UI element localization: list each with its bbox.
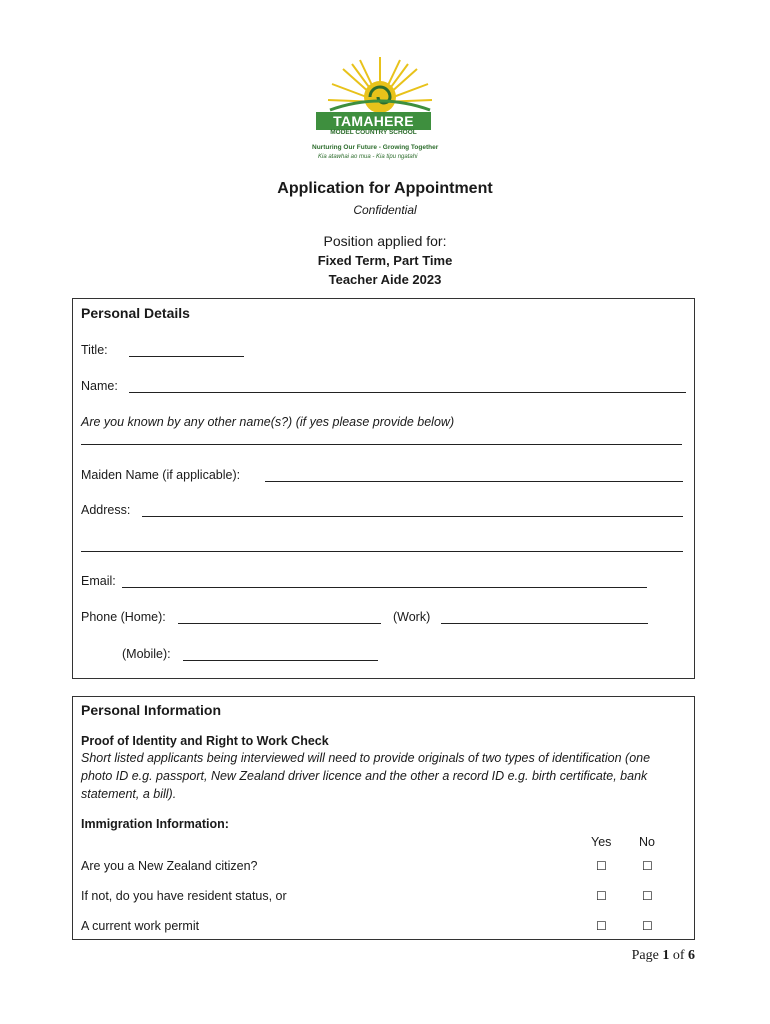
resident-status-question: If not, do you have resident status, or [81,889,287,903]
address-field-line-1[interactable] [142,516,683,517]
page-current: 1 [662,948,670,963]
page-of: of [669,948,688,963]
logo-tagline: Nurturing Our Future - Growing Together [312,144,439,151]
no-column-header: No [639,835,655,849]
nz-citizen-yes-checkbox[interactable]: ☐ [596,859,607,873]
page-total: 6 [688,948,695,963]
phone-work-field[interactable] [441,623,648,624]
nz-citizen-no-checkbox[interactable]: ☐ [642,859,653,873]
personal-details-section [72,298,695,679]
name-field[interactable] [129,392,686,393]
proof-of-identity-text: Short listed applicants being interviewed will need to provide originals of two types of identification (one photo ID e.g. passport, New Zealand driver licence and the other a record ID e.g. birth certificate, bank statement, a bill). [81,751,651,801]
other-names-field[interactable] [81,444,682,445]
document-title: Application for Appointment [277,180,493,197]
nz-citizen-question: Are you a New Zealand citizen? [81,859,258,873]
logo-school-name: TAMAHERE [316,112,431,130]
email-field[interactable] [122,587,647,588]
title-label: Title: [81,343,108,357]
address-label: Address: [81,503,131,517]
proof-of-identity-heading: Proof of Identity and Right to Work Check [81,734,329,748]
work-permit-question: A current work permit [81,919,200,933]
other-names-question: Are you known by any other name(s?) (if yes please provide below) [81,415,455,429]
page-prefix: Page [631,948,663,963]
yes-column-header: Yes [591,835,612,849]
phone-mobile-field[interactable] [183,660,378,661]
logo-school-subtitle: MODEL COUNTRY SCHOOL [330,129,417,136]
position-line-2: Teacher Aide 2023 [328,272,442,287]
phone-mobile-label: (Mobile): [122,647,171,661]
phone-home-field[interactable] [178,623,381,624]
confidential-label: Confidential [353,203,417,217]
phone-home-label: Phone (Home): [81,610,166,624]
page-number [632,948,695,964]
resident-status-no-checkbox[interactable]: ☐ [642,889,653,903]
work-permit-yes-checkbox[interactable]: ☐ [596,919,607,933]
name-label: Name: [81,379,118,393]
work-permit-no-checkbox[interactable]: ☐ [642,919,653,933]
personal-information-heading: Personal Information [81,702,222,718]
position-line-1: Fixed Term, Part Time [317,253,453,268]
email-label: Email: [81,574,116,588]
personal-details-heading: Personal Details [81,305,190,321]
personal-information-section [72,696,695,940]
logo-tagline-maori: Kia atawhai ao mua - Kia tipu ngatahi [318,154,418,160]
phone-work-label: (Work) [393,610,431,624]
maiden-name-field[interactable] [265,481,683,482]
resident-status-yes-checkbox[interactable]: ☐ [596,889,607,903]
position-label: Position applied for: [323,233,447,249]
maiden-name-label: Maiden Name (if applicable): [81,468,241,482]
address-field-line-2[interactable] [81,551,683,552]
title-field[interactable] [129,356,244,357]
immigration-heading: Immigration Information: [81,817,229,831]
